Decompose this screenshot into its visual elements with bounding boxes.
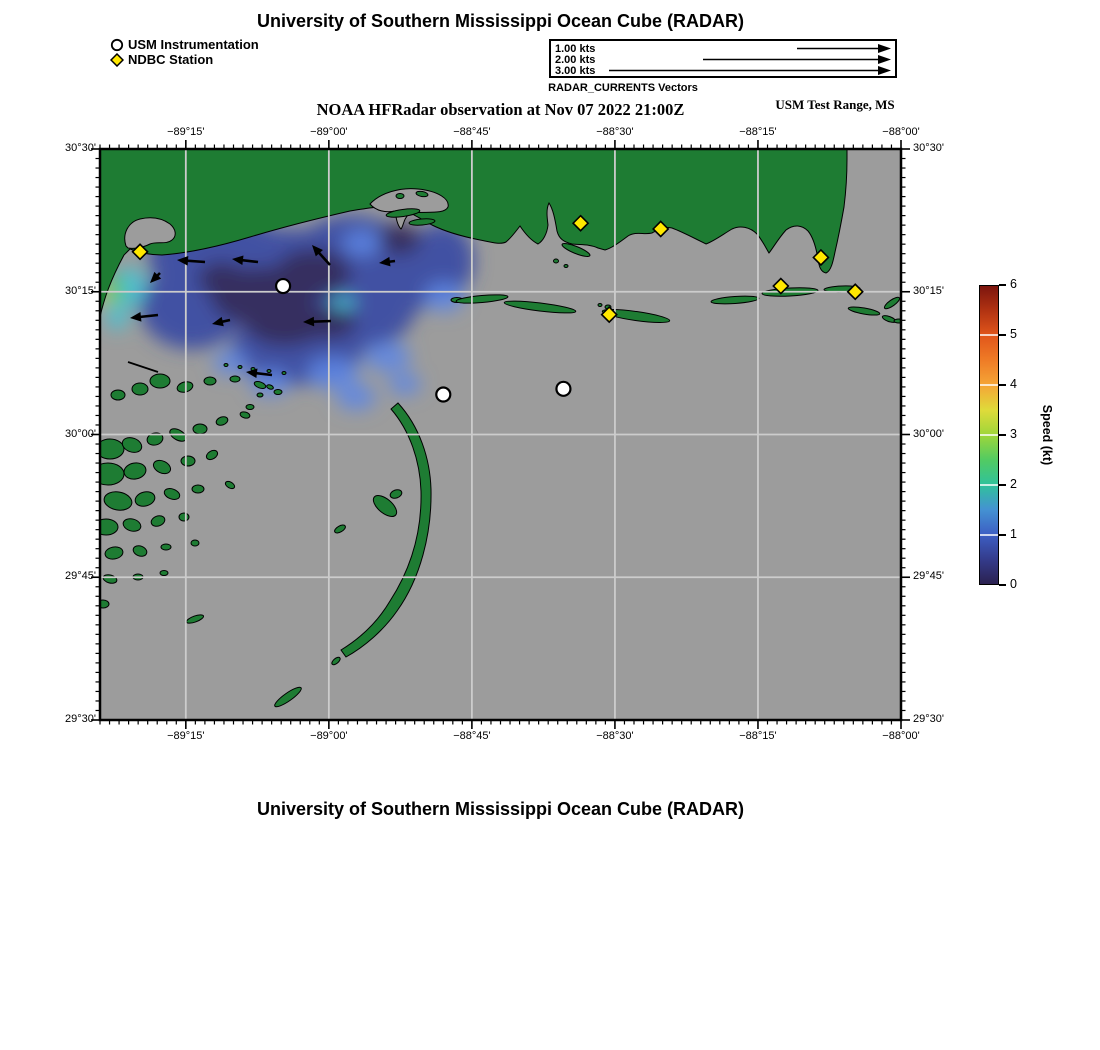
usm-circle-icon [110,38,124,52]
scale-arrow-head [878,55,891,64]
lon-tick-label-bottom: −88°15' [739,730,777,742]
scale-label-3kt: 3.00 kts [555,65,596,77]
colorbar-tick [999,434,1006,436]
legend-item-ndbc [110,52,259,67]
lon-tick-label-top: −88°45' [453,126,491,138]
page-title: University of Southern Mississippi Ocean Cube (RADAR) [256,11,745,31]
lat-tick-label-right: 30°15' [913,284,944,297]
scale-arrows [551,41,895,76]
colorbar-tick-label: 4 [1010,377,1017,391]
region-label: USM Test Range, MS [775,97,895,112]
usm-instrumentation-marker [276,279,290,293]
lon-tick-label-bottom: −88°45' [453,730,491,742]
lon-tick-label-top: −89°15' [167,126,205,138]
lon-tick-label-bottom: −88°30' [596,730,634,742]
lat-tick-label-left: 30°15' [65,284,96,297]
colorbar-tick [999,334,1006,336]
usm-instrumentation-marker [556,382,570,396]
lon-tick-label-bottom: −88°00' [882,730,920,742]
colorbar-tick-label: 1 [1010,527,1017,541]
colorbar-tick-label: 5 [1010,327,1017,341]
page-title-bottom: University of Southern Mississippi Ocean Cube (RADAR) [256,799,745,819]
ndbc-diamond-icon [110,53,124,67]
legend-label-usm: USM Instrumentation [128,37,259,52]
lat-tick-label-left: 29°30' [65,713,96,725]
colorbar-tick-label: 2 [1010,477,1017,491]
map-subtitle: NOAA HFRadar observation at Nov 07 2022 21:00Z [316,100,685,119]
lat-tick-label-left: 29°45' [65,570,96,583]
lon-tick-label-bottom: −89°00' [310,730,348,742]
vector-scale-box [549,39,897,78]
scale-label-2kt: 2.00 kts [555,54,596,66]
colorbar-gridline [980,334,998,336]
lat-tick-label-right: 30°30' [913,142,944,154]
lat-tick-label-right: 29°30' [913,713,944,725]
map-canvas [100,149,901,720]
colorbar-gridline [980,484,998,486]
scale-arrow-head [878,44,891,53]
lat-tick-label-left: 30°30' [65,142,96,154]
lon-tick-label-top: −88°30' [596,126,634,138]
colorbar-tick [999,284,1006,286]
vector-scale-caption: RADAR_CURRENTS Vectors [548,82,698,94]
legend-label-ndbc: NDBC Station [128,52,214,67]
colorbar-gridline [980,534,998,536]
colorbar-tick [999,584,1006,586]
colorbar-tick [999,484,1006,486]
colorbar-tick-label: 3 [1010,427,1017,441]
lat-tick-label-left: 30°00' [65,427,96,440]
colorbar-tick [999,384,1006,386]
colorbar-axis-label: Speed (kt) [1040,404,1054,466]
usm-instrumentation-marker [436,388,450,402]
lon-tick-label-top: −88°15' [739,126,777,138]
lat-tick-label-right: 29°45' [913,570,944,583]
colorbar-gridline [980,384,998,386]
lat-tick-label-right: 30°00' [913,427,944,440]
lon-tick-label-bottom: −89°15' [167,730,205,742]
colorbar-tick-label: 6 [1010,277,1017,291]
legend-item-usm [110,37,259,52]
colorbar-gridline [980,434,998,436]
lon-tick-label-top: −89°00' [310,126,348,138]
scale-label-1kt: 1.00 kts [555,43,596,55]
map-legend [110,37,259,67]
map [100,149,901,720]
colorbar-tick [999,534,1006,536]
lon-tick-label-top: −88°00' [882,126,920,138]
colorbar-tick-label: 0 [1010,577,1017,591]
scale-arrow-head [878,66,891,75]
